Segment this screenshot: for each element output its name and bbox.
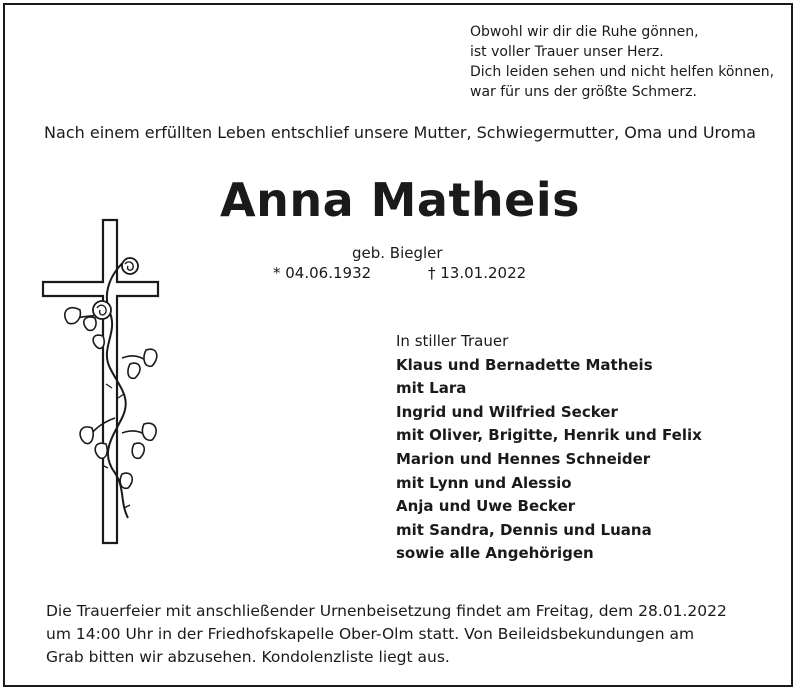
poem-line: ist voller Trauer unser Herz. (470, 44, 664, 60)
poem (470, 22, 774, 102)
poem-line: Obwohl wir dir die Ruhe gönnen, (470, 24, 699, 40)
mourner-name: mit Sandra, Dennis und Luana (396, 520, 652, 539)
mourner-name: mit Lara (396, 379, 467, 398)
notice-line: Die Trauerfeier mit anschließender Urnenbeisetzung findet am Freitag, dem 28.01.2022 (46, 602, 727, 620)
mourner-name: Ingrid und Wilfried Secker (396, 402, 618, 421)
mourner-name: Marion und Hennes Schneider (396, 449, 651, 468)
death-date: † 13.01.2022 (428, 264, 527, 282)
notice-line: Grab bitten wir abzusehen. Kondolenzliste liegt aus. (46, 648, 450, 666)
mourner-name: Klaus und Bernadette Matheis (396, 355, 653, 374)
birth-date: * 04.06.1932 (273, 264, 372, 282)
intro-text: Nach einem erfüllten Leben entschlief unsere Mutter, Schwiegermutter, Oma und Uroma (44, 123, 756, 142)
poem-line: Dich leiden sehen und nicht helfen können, (470, 64, 775, 80)
cross-with-rose-icon (40, 218, 160, 548)
mourner-name: mit Oliver, Brigitte, Henrik und Felix (396, 426, 702, 445)
mourner-name: mit Lynn und Alessio (396, 473, 572, 492)
mourner-name: sowie alle Angehörigen (396, 544, 594, 563)
funeral-notice (46, 600, 727, 669)
poem-line: war für uns der größte Schmerz. (470, 84, 697, 100)
notice-line: um 14:00 Uhr in der Friedhofskapelle Ober-Olm statt. Von Beileidsbekundungen am (46, 625, 695, 643)
mourners-list (396, 330, 702, 566)
mourner-name: Anja und Uwe Becker (396, 497, 576, 516)
born-name: geb. Biegler (352, 244, 443, 262)
mourning-lead: In stiller Trauer (396, 332, 509, 350)
deceased-name: Anna Matheis (219, 173, 581, 227)
